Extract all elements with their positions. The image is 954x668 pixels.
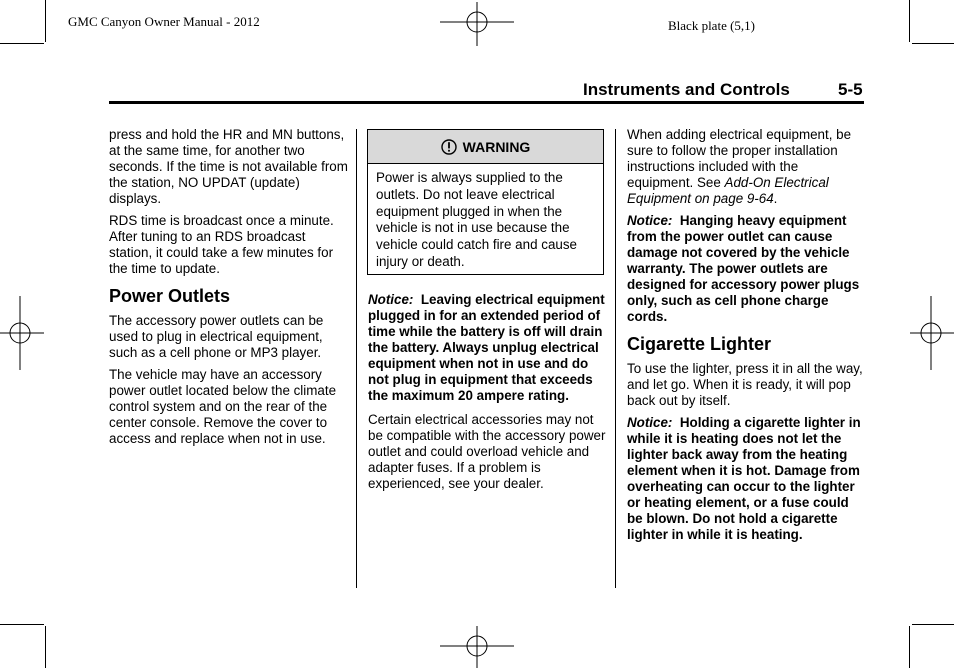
heading-cigarette-lighter: Cigarette Lighter [627, 334, 772, 354]
crop-mark [0, 43, 44, 44]
paragraph [627, 127, 865, 207]
notice-label: Notice: [627, 415, 673, 430]
notice [627, 415, 865, 543]
paragraph: The vehicle may have an accessory power outlet located below the climate control system and on the rear of the center console. Remove the cover to access and replace when not in use. [109, 367, 337, 446]
header-rule [109, 101, 864, 104]
registration-mark-bottom [440, 626, 514, 668]
warning-icon [441, 139, 457, 155]
notice-text: Hanging heavy equipment from the power outlet can cause damage not covered by the vehicle warranty. The power outlets are designed for accessory power plugs only, such as cell phone charge cords. [627, 213, 860, 324]
registration-mark-right [910, 296, 954, 370]
paragraph: To use the lighter, press it in all the way, and let go. When it is ready, it will pop back out by itself. [627, 361, 863, 408]
notice [627, 213, 865, 325]
notice-text: Holding a cigarette lighter in while it is heating does not let the lighter back away from the heating element when it is hot. Damage from overheating can occur to the lighter or heating element, or a fuse could be blown. Do not hold a cigarette lighter in while it is heating. [627, 415, 861, 542]
column-divider [356, 129, 357, 588]
column-1 [109, 127, 349, 453]
column-2 [368, 292, 606, 498]
notice-text: Leaving electrical equipment plugged in for an extended period of time while the battery is off will drain the battery. Always unplug electrical equipment when not in use and do not plug in equipment that exceeds the maximum 20 ampere rating. [368, 292, 605, 403]
column-3 [627, 127, 865, 549]
column-divider [615, 129, 616, 588]
page-number: 5-5 [838, 80, 863, 99]
heading-power-outlets: Power Outlets [109, 286, 231, 306]
manual-title: GMC Canyon Owner Manual - 2012 [68, 14, 260, 29]
crop-mark [909, 0, 910, 42]
paragraph: RDS time is broadcast once a minute. After tuning to an RDS broadcast station, it could take a few minutes for the time to update. [109, 213, 334, 276]
crop-mark [912, 624, 954, 625]
paragraph: The accessory power outlets can be used to plug in electrical equipment, such as a cell phone or MP3 player. [109, 313, 324, 360]
warning-title: WARNING [462, 138, 531, 155]
text: When adding electrical equipment, be sure to follow the proper installation instructions included with the equipment. See [627, 127, 852, 190]
section-title: Instruments and Controls [583, 80, 790, 99]
crop-mark [909, 626, 910, 668]
registration-mark-left [0, 296, 44, 370]
crop-mark [45, 0, 46, 42]
warning-text: Power is always supplied to the outlets. Do not leave electrical equipment plugged in when the vehicle is not in use because the vehicle could catch fire and cause injury or death. [376, 170, 577, 269]
warning-box [367, 129, 604, 275]
crop-mark [0, 624, 44, 625]
notice-label: Notice: [368, 292, 414, 307]
cross-reference-link[interactable]: Add-On Electrical Equipment on page 9-64 [627, 175, 829, 206]
notice [368, 292, 606, 404]
paragraph: press and hold the HR and MN buttons, at the same time, for another two seconds. If the time is not available from the station, NO UPDAT (update) displays. [109, 127, 348, 206]
crop-mark [912, 43, 954, 44]
notice-label: Notice: [627, 213, 673, 228]
plate-label: Black plate (5,1) [668, 18, 755, 33]
paragraph: Certain electrical accessories may not be compatible with the accessory power outlet and could overload vehicle and adapter fuses. If a problem is experienced, see your dealer. [368, 412, 606, 491]
warning-header [368, 130, 603, 164]
text: . [773, 191, 778, 206]
registration-mark-top [440, 2, 514, 46]
crop-mark [45, 626, 46, 668]
